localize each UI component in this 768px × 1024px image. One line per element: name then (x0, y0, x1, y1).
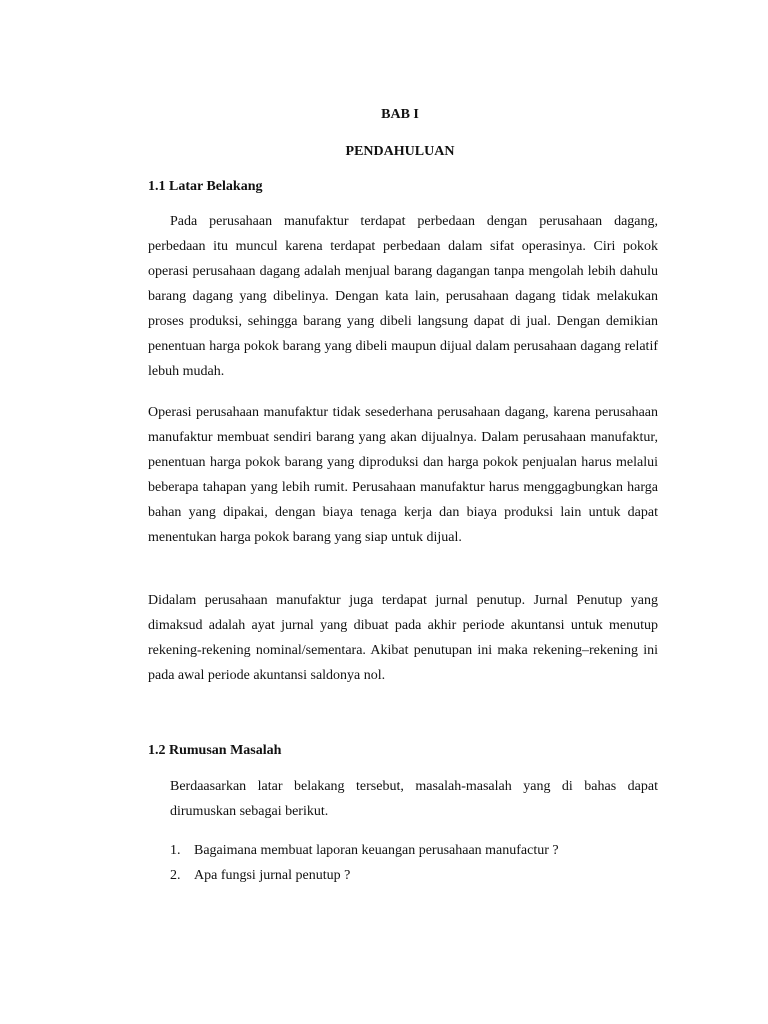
paragraph: Didalam perusahaan manufaktur juga terdapat jurnal penutup. Jurnal Penutup yang dimaksud adalah ayat jurnal yang dibuat pada akhir periode akuntansi untuk menutup rekening-rekening nominal/sementara. Akibat penutupan ini maka rekening–rekening ini pada awal periode akuntansi saldonya nol. (148, 593, 658, 683)
list-item (170, 863, 559, 888)
list-item-number: 1. (170, 843, 181, 858)
problem-list (170, 838, 559, 888)
list-item-number: 2. (170, 868, 181, 883)
section-heading-latar-belakang: 1.1 Latar Belakang (148, 179, 263, 194)
list-item-text: Bagaimana membuat laporan keuangan perusahaan manufactur ? (194, 843, 559, 858)
list-item-text: Apa fungsi jurnal penutup ? (194, 868, 351, 883)
section-heading-rumusan-masalah: 1.2 Rumusan Masalah (148, 743, 282, 758)
chapter-title: PENDAHULUAN (345, 144, 455, 159)
paragraph: Operasi perusahaan manufaktur tidak sesederhana perusahaan dagang, karena perusahaan manufaktur membuat sendiri barang yang akan dijualnya. Dalam perusahaan manufaktur, penentuan harga pokok barang yang diproduksi dan harga pokok penjualan harus melalui beberapa tahapan yang lebih rumit. Perusahaan manufaktur harus menggagbungkan harga bahan yang dipakai, dengan biaya tenaga kerja dan biaya produksi lain untuk dapat menentukan harga pokok barang yang siap untuk dijual. (148, 405, 658, 545)
paragraph: Berdaasarkan latar belakang tersebut, masalah-masalah yang di bahas dapat dirumuskan sebagai berikut. (170, 779, 658, 819)
chapter-label: BAB I (381, 107, 419, 122)
paragraph: Pada perusahaan manufaktur terdapat perbedaan dengan perusahaan dagang, perbedaan itu muncul karena terdapat perbedaan dalam sifat operasinya. Ciri pokok operasi perusahaan dagang adalah menjual barang dagangan tanpa mengolah lebih dahulu barang dagang yang dibelinya. Dengan kata lain, perusahaan dagang tidak melakukan proses produksi, sehingga barang yang dibeli langsung dapat di jual. Dengan demikian penentuan harga pokok barang yang dibeli maupun dijual dalam perusahaan dagang relatif lebuh mudah. (148, 214, 658, 379)
list-item (170, 838, 559, 863)
